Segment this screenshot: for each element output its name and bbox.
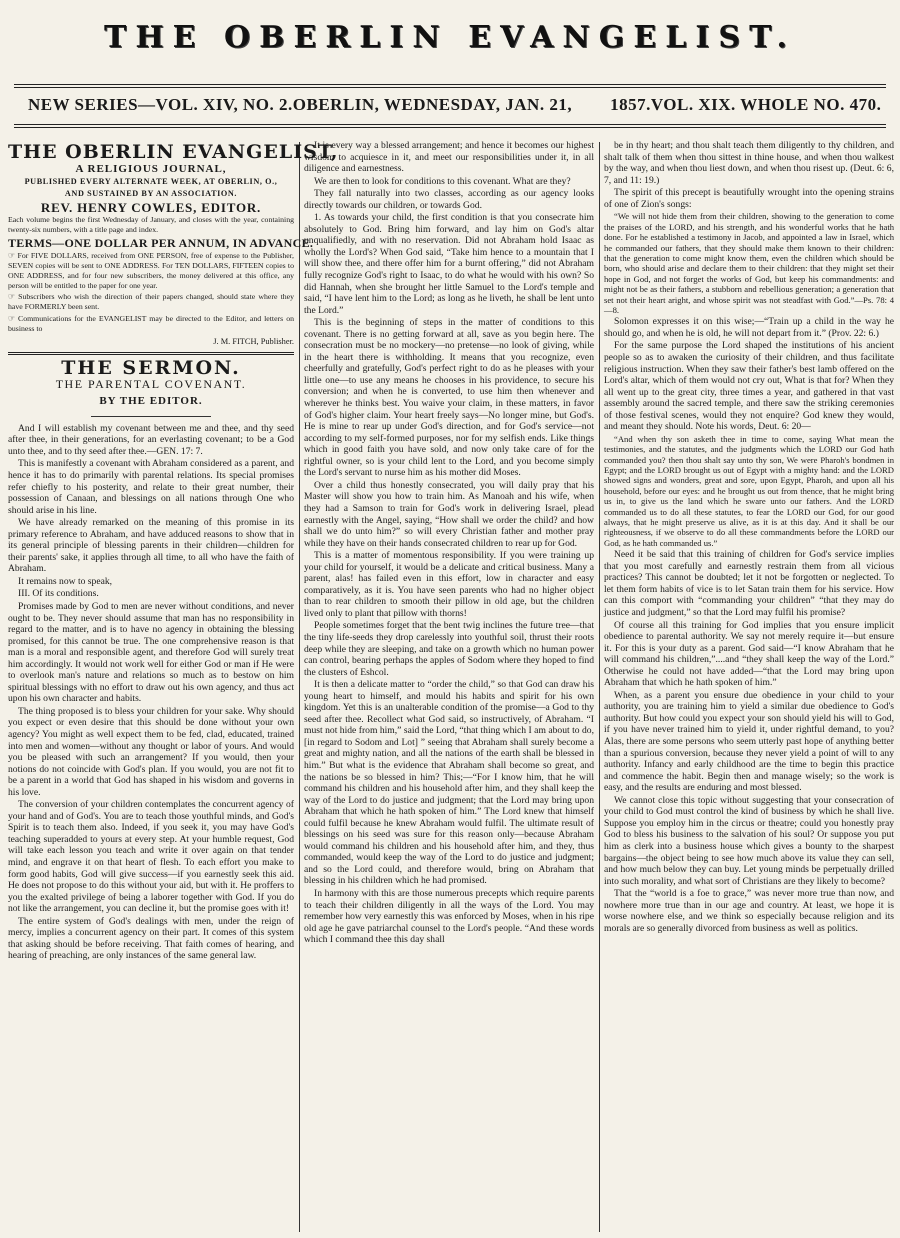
article-paragraph: The conversion of your children contemplates the concurrent agency of your hand and of God's. You are to teach those youthful minds, and God's Spirit is to teach them also. Indeed, if you seek it, you may have God's teaching superadded to yours at every step. At your humble request, God will take each lesson you teach and write it over again on that tender mind, and engrave it on that heart of flesh. To each effort you make to form good habits, God will give success—if you earnestly seek this aid. He does not propose to do this without your aid, but with it. He proffers to you the exalted privilege of being a laborer together with God. If you do not like the arrangement, you can decline it, but the promise goes with it! xyxy=(8,799,294,915)
column-3 xyxy=(604,140,894,1234)
infobox-terms: TERMS—ONE DOLLAR PER ANNUM, IN ADVANCE. xyxy=(8,235,314,250)
article-columns xyxy=(8,140,894,1234)
place-date-text: OBERLIN, WEDNESDAY, JAN. 21, xyxy=(292,95,573,114)
column-1 xyxy=(8,140,339,1234)
article-paragraph: III. Of its conditions. xyxy=(18,588,99,600)
article-paragraph: be in thy heart; and thou shalt teach them diligently to thy children, and shalt talk of them when thou sittest in thine house, and when thou walkest by the way, and when thou liest down, and when thou risest up. (Deut. 6: 6, 7, and 11: 19.) xyxy=(604,140,894,186)
article-paragraph: Of course all this training for God implies that you ensure implicit obedience to parental authority. We say not merely require it—but ensure it. For this is your duty as a parent. God said—“I know Abraham that he will command his children,”....and “they shall keep the way of the Lord.” Otherwise he could not have added—“that the Lord may bring upon Abraham that which he hath spoken of him.” xyxy=(604,619,894,689)
masthead-rule-2 xyxy=(14,87,886,88)
sermon-title: THE PARENTAL COVENANT. xyxy=(55,376,247,391)
article-paragraph: This is a matter of momentous responsibility. If you were training up your child for yourself, it would be a delicate and critical business. Many a parent, alas! has failed even in this effort, low in character and easy comparatively, as it is. You have seen parents who had no higher object than to rear children to smooth their pillow in old age, but the children lived only to plant that pillow with thorns! xyxy=(304,550,594,619)
sermon-byline: BY THE EDITOR. xyxy=(99,395,203,408)
dateline-rule-2 xyxy=(14,127,886,128)
sermon-heading: THE SERMON. xyxy=(61,357,241,380)
pointing-hand-icon: ☞ xyxy=(8,251,18,261)
article-paragraph: We have already remarked on the meaning of this promise in its primary reference to Abraham, and have adduced reasons to show that in its general principle of blessing parents in their children—children for their parents' sake, it applies through all time, to all who have the faith of Abraham. xyxy=(8,517,294,575)
infobox-subscriber-note xyxy=(8,292,294,312)
infobox-editor: REV. HENRY COWLES, EDITOR. xyxy=(40,199,262,215)
scripture-quote: “And when thy son asketh thee in time to come, saying What mean the testimonies, and the statutes, and the judgments which the LORD our God hath commanded you? then thou shalt say unto thy son, We were Pharoh's bondmen in Egypt; and the LORD brought us out of Egypt with a mighty hand: and the LORD showed signs and wonders, great and sore, upon Egypt, Pharoh, and upon all his household, before our eyes: and he brought us out from thence, that he might bring us in, to give us the land which he sware unto our fathers. And the LORD commanded us to do all these statutes, to fear the LORD our God, for our good always, that he might preserve us alive, as it is at this day. And it shall be our righteousness, if we observe to do all these commandments before the LORD our God, as he hath commanded us.” xyxy=(604,433,894,548)
pointing-hand-icon: ☞ xyxy=(8,292,19,302)
place-date xyxy=(293,95,651,115)
volume-label: VOL. XIX. WHOLE NO. 470. xyxy=(650,95,882,114)
scripture-quote: “We will not hide them from their children, showing to the generation to come the praises of the LORD, and his strength, and his wonderful works that he hath done. For he established a testimony in Jacob, and appointed a law in Israel, which he commanded our fathers, that they should make them known to their children: that the generation to come might know them, even the children which should be born, who should arise and declare them to their children: that they might set their hope in God, and not forget the works of God, but keep his commandments: and might not be as their fathers, a stubborn and rebellious generation; a generation that set not their heart aright, and whose spirit was not steadfast with God.”—Ps. 78: 4—8. xyxy=(604,211,894,315)
series-label: NEW SERIES—VOL. XIV, NO. 2. xyxy=(28,95,293,114)
article-paragraph: They fall naturally into two classes, according as our agency looks directly towards our children, or towards God. xyxy=(304,188,594,211)
terms-detail-text: For FIVE DOLLARS, received from ONE PERSON, free of expense to the Publisher, SEVEN copies will be sent to ONE ADDRESS. For TEN DOLLARS, FIFTEEN copies to ONE ADDRESS, and for four new subscribers, the money delivered at this office, any person will be entitled to the paper for one year. xyxy=(8,251,294,290)
masthead xyxy=(0,0,900,84)
pointing-hand-icon: ☞ xyxy=(8,314,18,324)
article-paragraph: People sometimes forget that the bent twig inclines the future tree—that the tiny life-seeds they drop carelessly into youthful soil, thrust their roots deep while they are sleeping, and take on a growth which no human power can control, bearing perhaps the apples of Sodom where they hoped to find the clusters of Eshcol. xyxy=(304,620,594,678)
article-paragraph: In harmony with this are those numerous precepts which require parents to teach their children diligently in all the ways of the Lord. You may remember how very earnestly this was enforced by Moses, when in his ripe old age he gave patriarchal counsel to the Lord's people. “And these words which I command thee this day shall xyxy=(304,888,594,946)
subscriber-note-text: Subscribers who wish the direction of their papers changed, should state where they have FORMERLY been sent. xyxy=(8,292,294,312)
article-paragraph: It remains now to speak, xyxy=(18,575,113,587)
infobox-communications xyxy=(8,314,294,334)
article-paragraph: Over a child thus honestly consecrated, you will daily pray that his Master will show you how to train him. As Manoah and his wife, when they had a Samson to train for God's work in delivering Israel, plead earnestly with the Angel, saying, “How shall we order the child? and how shall we do unto him?” so will every Christian father and mother pray while they have on their hands consecrated children to rear up for God. xyxy=(304,479,594,549)
infobox-line2: AND SUSTAINED BY AN ASSOCIATION. xyxy=(64,188,238,198)
article-paragraph: Need it be said that this training of children for God's service implies that you most carefully and earnestly restrain them from all vicious practices? This cannot be doubted; let it not be forgotten or neglected. To let them form habits of vice is to let Satan train them for his service. How can this comport with “commanding your children” “that they may do justice and judgment,” so that the Lord may fulfil his promise? xyxy=(604,549,894,619)
article-paragraph: The spirit of this precept is beautifully wrought into the opening strains of one of Zion's songs: xyxy=(604,187,894,210)
publication-infobox xyxy=(8,140,339,355)
article-paragraph: We cannot close this topic without suggesting that your consecration of your child to God must control the kind of business by which he shall live. Suppose you employ him in the circus or theatre; could you honestly pray God to bless his business to the salvation of his soul? Or suppose you put him as clerk into a business house which gives a bounty to the sharpest bargains—the object being to see how much above its value they can sell, and how much below they can buy. Let young minds be perpetually drilled into such morality, and what sort of Christians are they likely to become? xyxy=(604,794,894,887)
year: 1857. xyxy=(610,95,651,114)
article-paragraph: It is every way a blessed arrangement; and hence it becomes our highest wisdom to acquiesce in it, and meet our responsibilities under it, in all diligence and earnestness. xyxy=(304,140,594,175)
newspaper-title: THE OBERLIN EVANGELIST. xyxy=(104,20,796,55)
infobox-title: THE OBERLIN EVANGELIST, xyxy=(8,141,339,163)
article-paragraph: That the “world is a foe to grace,” was never more true than now, and nowhere more true than in our age and country. At least, we hope it is worse nowhere else, and we think so especially because religion and its morals are so generally divorced from business as well as politics. xyxy=(604,888,894,934)
article-paragraph: Promises made by God to men are never without conditions, and never ought to be. They never should assume that man has no responsibility in regard to the matter, and is to have no agency in obtaining the blessing promised, for this cannot be true. The one comprehensive reason is that man is a moral and responsible agent, and therefore God will surely treat him accordingly. It would not work well for either God or man if He were to overlook man's nature and relations so much as to bestow on him spiritual blessings with no effort to draw out his own agency, and thus act upon his own character and habits. xyxy=(8,601,294,705)
masthead-rule xyxy=(14,84,886,85)
divider xyxy=(91,416,211,417)
article-paragraph: The entire system of God's dealings with men, under the reign of mercy, implies a concurrent agency on their part. It comes of this system that asking should be before receiving. That faith comes of hearing, and hearing of preaching, are only instances of the same general law. xyxy=(8,915,294,962)
infobox-publisher: J. M. FITCH, Publisher. xyxy=(213,336,294,346)
infobox-line1: PUBLISHED EVERY ALTERNATE WEEK, AT OBERLIN, O., xyxy=(24,176,278,186)
article-paragraph: This is the beginning of steps in the matter of conditions to this covenant. There is no getting forward at all, save as you begin here. The consecration must be no mockery—no pretense—no look of giving, while in the heart there is withholding. It means that you recognize, even cheerfully and gratefully, God's perfect right to do as he pleases with your little one—to use any means he chooses in his providence, to secure his conversion; and when he is converted, to use him then whenever and wherever he thinks best. You waive your claim, in these matters, in favor of God's higher claim. Your heart freely says—No longer mine, but God's. He is mine to rear up under God's direction, and for God's service—not according to my self-formed purposes, nor for my selfish ends. Like things which in good faith you have sold, and now only take care of for the rightful owner, so is your child lent to the Lord, and you become simply the Lord's servant to nurse him as his mother did Moses. xyxy=(304,317,594,479)
article-paragraph: It is then a delicate matter to “order the child,” so that God can draw his young heart to himself, and mould his habits and spirit for his own kingdom. Yet this is an unalterable condition of the promise—a God to thy seed after thee. Recollect what God said, so instructively, of Abraham. “I must not hide from him,” said the Lord, “that thing which I am about to do, [in regard to Sodom and Lot] ” seeing that Abraham shall surely become a great and mighty nation, and all the nations of the earth shall be blessed in him.” But what is the evidence that Abraham shall become so great, and the nations be so blessed in him? This;—“For I know him, that he will command his children and his household after him, and they shall keep the way of the Lord to do justice and judgment; that the Lord may bring upon Abraham that which he hath spoken of him.” The Lord knew that himself could fulfil because he knew Abraham would fulfil. The ultimate result of blessings on his seed was sure for this reason only—because Abraham would command his children and his household after him, and they, thus commanded, would keep the way of the Lord to do justice and judgment; and so the Lord could, and therefore would, bring on Abraham that blessing in his children which he had promised. xyxy=(304,679,594,887)
article-paragraph: This is manifestly a covenant with Abraham considered as a parent, and hence it has to do primarily with parental relations. Its special promises refer chiefly to his posterity, and relate to their great number, their possession of Canaan, and blessings on all nations through One who should arise in his line. xyxy=(8,458,294,516)
infobox-volume-note: Each volume begins the first Wednesday of January, and closes with the year, containing twenty-six numbers, with a title page and index. xyxy=(8,215,294,234)
article-paragraph: For the same purpose the Lord shaped the institutions of his ancient people so as to awaken the curiosity of their children, and thus facilitate religious instruction. When they saw their father's best lamb offered on the Lord's altar, which of them would not cry out, What is that for? When they all went up to the great city, three times a year, and gathered in that vast assembly around the sacred temple, and there saw the striking ceremonies of those festival scenes, would they not enquire? God knew they would, and meant they should. Note his words, Deut. 6: 20— xyxy=(604,340,894,433)
column-2 xyxy=(304,140,594,1234)
dateline xyxy=(28,92,882,118)
infobox-terms-detail xyxy=(8,251,294,290)
article-paragraph: When, as a parent you ensure due obedience in your child to your authority, you are training him to yield a similar due obedience to God's authority. But how could you expect your son should yield his will to God, if you have never trained him to yield it, under rightful demand, to you? Alas, there are some persons who seem utterly past hope of anything better than a spurious conversion, because they never yield a point of will to any authority. Infancy and early childhood are the time to begin this practice and commence the habit. Begin then and manage wisely; so the work is easy, and the results are enduring and most blessed. xyxy=(604,689,894,794)
infobox-subtitle: A RELIGIOUS JOURNAL, xyxy=(75,163,227,175)
communications-text: Communications for the EVANGELIST may be directed to the Editor, and letters on business to xyxy=(8,314,294,333)
article-paragraph: We are then to look for conditions to this covenant. What are they? xyxy=(314,175,571,187)
article-paragraph: The thing proposed is to bless your children for your sake. Why should you expect or even desire that this should be done without your own agency? You might as well expect them to be fed, clad, educated, trained into men and women—without any thought or labor of yours. And would you be pleased with such an arrangement? If you would, then your notions do not coincide with God's plan. If you would, you are not fit to be a parent in a world that God has shaped in his wisdom and governs in his love. xyxy=(8,705,294,798)
article-paragraph: And I will establish my covenant between me and thee, and thy seed after thee, in their generations, for an everlasting covenant; to be a God unto thee, and to thy seed after thee.—GEN. 17: 7. xyxy=(8,422,294,457)
article-paragraph: 1. As towards your child, the first condition is that you consecrate him absolutely to God. Bring him forward, and lay him on God's altar unqualifiedly, and with no reservation. Did not Abraham hold Isaac as wholly the Lord's? When God said, “Take him hence to a mountain that I will show thee, and there offer him for a burnt offering,” did not Abraham fully recognize God's right to Isaac, to do what he would with his own? So did Hannah, when she brought her little Samuel to the Lord's temple and said, “I have lent him to the Lord; as long as he liveth, he shall be lent unto the Lord.” xyxy=(304,212,594,316)
article-paragraph: Solomon expresses it on this wise;—“Train up a child in the way he should go, and when he is old, he will not depart from it.” (Prov. 22: 6.) xyxy=(604,316,894,339)
dateline-rule xyxy=(14,124,886,125)
